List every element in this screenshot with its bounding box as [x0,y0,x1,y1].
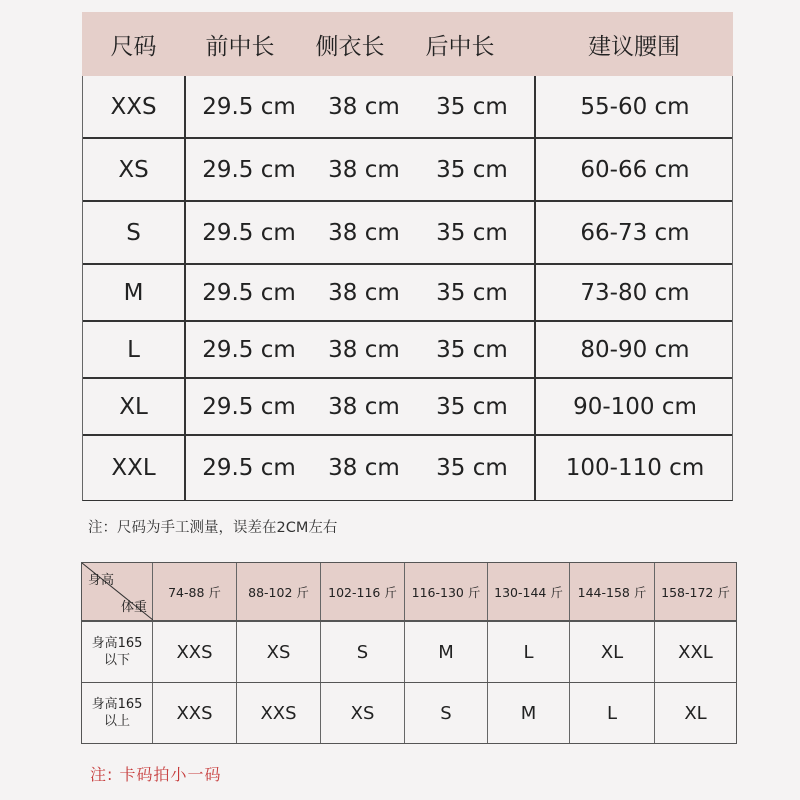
height-row-label [82,622,153,682]
back-cell: 35 cm [436,393,508,420]
header-size: 尺码 [110,33,157,60]
side-cell: 38 cm [328,156,400,183]
front-cell: 29.5 cm [202,279,296,306]
side-cell: 38 cm [328,219,400,246]
size-table-body [82,76,733,501]
corner-weight-label: 体重 [120,600,147,615]
size-value-cell: XL [684,702,707,724]
header-waist: 建议腰围 [588,33,680,60]
weight-range-header: 144-158 斤 [570,563,655,620]
back-cell: 35 cm [436,156,508,183]
weight-range-header: 158-172 斤 [661,584,730,600]
front-cell: 29.5 cm [202,393,296,420]
size-cell: XXL [83,436,186,500]
weight-range-header: 88-102 斤 [237,563,321,620]
size-cell: XXS [83,76,186,137]
front-cell: 29.5 cm [202,219,296,246]
front-cell: 29.5 cm [202,156,296,183]
waist-cell: 90-100 cm [573,393,697,420]
table-row [83,76,732,137]
waist-cell: 73-80 cm [580,279,690,306]
side-cell: 38 cm [328,279,400,306]
back-cell: 35 cm [436,93,508,120]
size-value-cell: XL [570,622,655,682]
table-row [83,377,732,434]
weight-range-header: 74-88 斤 [153,563,237,620]
waist-cell: 66-73 cm [580,219,690,246]
size-value-cell: XXS [237,683,321,743]
header-side-length: 侧衣长 [315,33,385,60]
weight-range-header: 116-130 斤 [405,563,488,620]
height-row-label [82,683,153,743]
back-cell: 35 cm [436,455,508,481]
size-value-cell: XXS [153,683,237,743]
table-row [83,137,732,200]
size-value-cell: XXL [678,641,713,663]
side-cell: 38 cm [328,393,400,420]
size-value-cell: XS [237,622,321,682]
height-label-line1: 身高165 [91,636,143,651]
weight-height-table [81,562,737,744]
table-row [83,200,732,263]
back-cell: 35 cm [436,219,508,246]
measurement-note: 注：尺码为手工测量，误差在2CM左右 [88,520,338,536]
weight-table-header [82,563,736,621]
back-cell: 35 cm [436,279,508,306]
side-cell: 38 cm [328,336,400,363]
back-cell: 35 cm [436,336,508,363]
size-value-cell: L [488,622,570,682]
size-value-cell: S [321,622,405,682]
waist-cell: 60-66 cm [580,156,690,183]
size-table [82,12,733,501]
corner-cell [82,563,153,620]
table-row [82,682,736,743]
side-cell: 38 cm [328,455,400,481]
size-table-header [82,12,733,76]
table-row [83,434,732,500]
front-cell: 29.5 cm [202,93,296,120]
height-label-line1: 身高165 [91,697,143,712]
size-cell: M [83,265,186,320]
size-value-cell: M [488,683,570,743]
size-advice-note: 注: 卡码拍小一码 [90,765,222,784]
waist-cell: 55-60 cm [580,93,690,120]
height-label-line2: 以下 [103,653,130,668]
front-cell: 29.5 cm [202,336,296,363]
table-row [83,320,732,377]
size-value-cell: S [405,683,488,743]
header-front-length: 前中长 [205,33,275,60]
waist-cell: 80-90 cm [580,336,690,363]
size-value-cell: XXS [153,622,237,682]
size-value-cell: XS [321,683,405,743]
size-value-cell: L [570,683,655,743]
weight-range-header: 130-144 斤 [488,563,570,620]
table-row [83,263,732,320]
size-value-cell: M [405,622,488,682]
size-cell: L [83,322,186,377]
size-cell: XL [83,379,186,434]
corner-height-label: 身高 [88,573,115,588]
table-row [82,621,736,682]
size-cell: S [83,202,186,263]
front-cell: 29.5 cm [202,455,296,481]
header-back-length: 后中长 [425,33,495,60]
weight-range-header: 102-116 斤 [321,563,405,620]
height-label-line2: 以上 [103,714,130,729]
side-cell: 38 cm [328,93,400,120]
size-cell: XS [83,139,186,200]
waist-cell: 100-110 cm [565,455,705,481]
